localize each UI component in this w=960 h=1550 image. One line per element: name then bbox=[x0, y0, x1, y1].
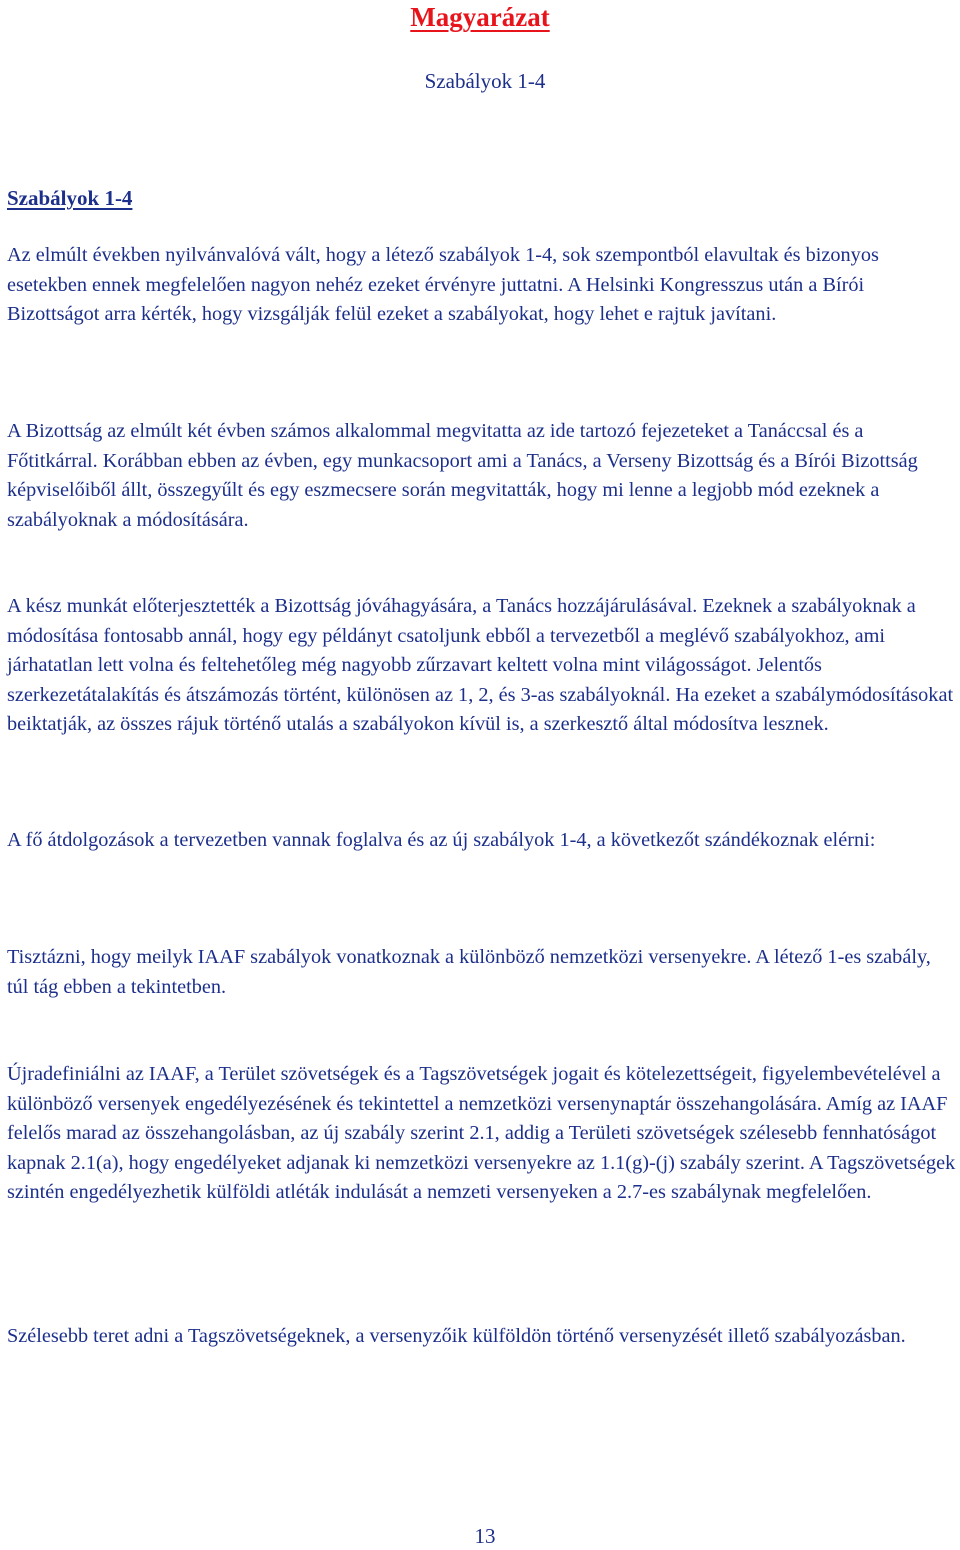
paragraph-broader-scope: Szélesebb teret adni a Tagszövetségeknek, a versenyzőik külföldön történő versenyzését illető szabályozásban. bbox=[7, 1325, 906, 1347]
section-heading: Szabályok 1-4 bbox=[7, 186, 133, 210]
paragraph-intro: Az elmúlt években nyilvánvalóvá vált, hogy a létező szabályok 1-4, sok szempontból elavultak és bizonyos esetekben ennek megfelelően nagyon nehéz ezeket érvényre juttatni. A Helsinki Kongresszus után a Bírói Bizottságot arra kérték, hogy vizsgálják felül ezeket a szabályokat, hogy lehet e rajtuk javítani. bbox=[7, 244, 879, 325]
document-subtitle: Szabályok 1-4 bbox=[424, 69, 546, 93]
paragraph-work: A kész munkát előterjesztették a Bizottság jóváhagyására, a Tanács hozzájárulásával. Ezeknek a szabályoknak a módosítása fontosabb annál, hogy egy példányt csatoljunk ebből a tervezetből a meglévő szabályokhoz, ami járhatatlan lett volna és feltehetőleg még nagyobb zűrzavart keltett volna mint világosságot. Jelentős szerkezetátalakítás és átszámozás történt, különösen az 1, 2, és 3-as szabályoknál. Ha ezeket a szabálymódosításokat beiktatják, az összes rájuk történő utalás a szabályokon kívül is, a szerkesztő által módosítva lesznek. bbox=[7, 595, 954, 735]
paragraph-committee: A Bizottság az elmúlt két évben számos alkalommal megvitatta az ide tartozó fejezeteket a Tanáccsal és a Főtitkárral. Korábban ebben az évben, egy munkacsoport ami a Tanács, a Verseny Bizottság és a Bírói Bizottság képviselőiből állt, összegyűlt és egy eszmecsere során megvitatták, hogy mi lenne a legjobb mód ezeknek a szabályoknak a módosítására. bbox=[7, 420, 918, 531]
paragraph-clarify: Tisztázni, hogy meilyk IAAF szabályok vonatkoznak a különböző nemzetközi versenyekre. A létező 1-es szabály, túl tág ebben a tekintetben. bbox=[7, 946, 931, 998]
paragraph-redefine: Újradefiniálni az IAAF, a Terület szövetségek és a Tagszövetségek jogait és kötelezettségeit, figyelembevételével a különböző versenyek engedélyezésének és tekintettel a nemzetközi versenynaptár összehangolására. Amíg az IAAF felelős marad az összehangolásban, az új szabály szerint 2.1, addig a Területi szövetségek szélesebb fennhatóságot kapnak 2.1(a), hogy engedélyeket adjanak ki nemzetközi versenyekre az 1.1(g)-(j) szabály szerint. A Tagszövetségek szintén engedélyezhetik külföldi atléták indulását a nemzeti versenyeken a 2.7-es szabálynak megfelelően. bbox=[7, 1063, 956, 1203]
page-number: 13 bbox=[474, 1524, 496, 1548]
paragraph-main-revisions: A fő átdolgozások a tervezetben vannak foglalva és az új szabályok 1-4, a következőt szándékoznak elérni: bbox=[7, 829, 876, 851]
document-title: Magyarázat bbox=[410, 2, 550, 32]
